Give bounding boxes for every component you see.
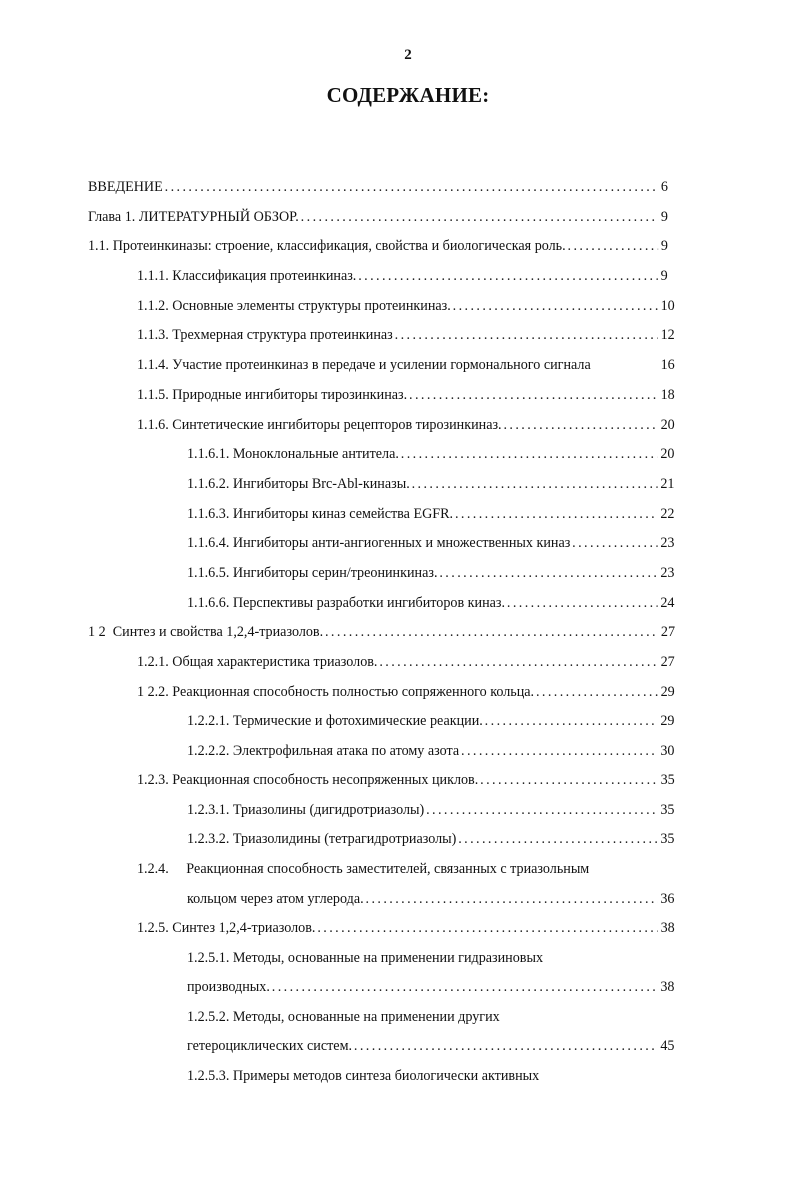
toc-entry-1-1-6-6[interactable] bbox=[187, 591, 676, 615]
toc-entry-page: 20 bbox=[660, 416, 675, 433]
toc-entry-number: 1.2.5.3. bbox=[187, 1067, 230, 1084]
dot-leader bbox=[453, 294, 658, 318]
toc-entry-number: 1.1.3. bbox=[137, 326, 169, 343]
toc-entry-number: 1 2 bbox=[88, 623, 106, 640]
dot-leader bbox=[426, 798, 657, 822]
toc-entry-title: Триазолидины (тетрагидротриазолы) bbox=[232, 830, 457, 847]
toc-entry-page: 6 bbox=[660, 178, 668, 195]
toc-entry-number: 1 2.2. bbox=[137, 683, 169, 700]
toc-entry-title: Участие протеинкиназ в передаче и усилении гормонального сигнала bbox=[172, 356, 591, 373]
toc-entry-page: 22 bbox=[660, 505, 675, 522]
toc-entry-1-2[interactable] bbox=[88, 620, 677, 644]
toc-entry-page: 23 bbox=[660, 534, 675, 551]
toc-entry-1-2-5-2-continuation[interactable] bbox=[187, 1034, 676, 1058]
toc-entry-number: 1.2.4. bbox=[137, 860, 169, 877]
toc-entry-page: 35 bbox=[660, 771, 675, 788]
toc-entry-page: 21 bbox=[660, 475, 675, 492]
toc-entry-number: 1.1.4. bbox=[137, 356, 169, 373]
toc-entry-number: 1.1.5. bbox=[137, 386, 169, 403]
toc-entry-title: Триазолины (дигидротриазолы) bbox=[232, 801, 425, 818]
toc-entry-1-2-1[interactable] bbox=[137, 650, 676, 674]
toc-entry-number: 1.1.6.3. bbox=[187, 505, 230, 522]
toc-entry-number: 1.1.1. bbox=[137, 267, 169, 284]
toc-entry-title: Примеры методов синтеза биологически активных bbox=[232, 1067, 540, 1084]
dot-leader bbox=[461, 739, 658, 763]
toc-entry-title: Методы, основанные на применении других bbox=[232, 1008, 500, 1025]
dot-leader bbox=[485, 709, 658, 733]
toc-title: СОДЕРЖАНИЕ: bbox=[326, 83, 490, 107]
toc-entry-title: Электрофильная атака по атому азота bbox=[232, 742, 460, 759]
toc-entry-page: 9 bbox=[660, 267, 668, 284]
toc-entry-number: 1.2.3.1. bbox=[187, 801, 230, 818]
dot-leader bbox=[354, 1034, 658, 1058]
toc-entry-1-2-5-1[interactable] bbox=[187, 946, 676, 970]
toc-entry-title: Глава 1. ЛИТЕРАТУРНЫЙ ОБЗОР. bbox=[88, 208, 299, 225]
toc-entry-chapter-1[interactable] bbox=[88, 205, 677, 229]
toc-entry-title: Термические и фотохимические реакции. bbox=[232, 712, 483, 729]
toc-entry-1-1[interactable] bbox=[88, 234, 677, 258]
toc-entry-number: 1.2.2.1. bbox=[187, 712, 230, 729]
toc-entry-page: 38 bbox=[660, 978, 675, 995]
dot-leader bbox=[401, 442, 658, 466]
dot-leader bbox=[317, 916, 657, 940]
toc-entry-title: Основные элементы структуры протеинкиназ. bbox=[172, 297, 451, 314]
dot-leader bbox=[455, 502, 658, 526]
toc-entry-1-1-6-5[interactable] bbox=[187, 561, 676, 585]
dot-leader bbox=[395, 323, 658, 347]
toc-entry-title: Ингибиторы киназ семейства EGFR. bbox=[232, 505, 454, 522]
toc-entry-page: 12 bbox=[660, 326, 675, 343]
toc-entry-title: Методы, основанные на применении гидразиновых bbox=[232, 949, 544, 966]
dot-leader bbox=[458, 827, 657, 851]
dot-leader bbox=[325, 620, 658, 644]
toc-entry-page: 29 bbox=[660, 712, 675, 729]
dot-leader bbox=[536, 680, 658, 704]
toc-entry-page: 10 bbox=[660, 297, 675, 314]
toc-entry-title-continuation: производных. bbox=[187, 978, 270, 995]
toc-entry-page: 36 bbox=[660, 890, 675, 907]
toc-entry-1-1-6-3[interactable] bbox=[187, 502, 676, 526]
toc-entry-page: 18 bbox=[660, 386, 675, 403]
toc-entry-title: Протеинкиназы: строение, классификация, свойства и биологическая роль. bbox=[112, 237, 566, 254]
toc-entry-1-2-3-1[interactable] bbox=[187, 798, 676, 822]
toc-entry-number: 1.2.5.1. bbox=[187, 949, 230, 966]
toc-entry-title: Реакционная способность заместителей, связанных с триазольным bbox=[186, 860, 590, 877]
dot-leader bbox=[379, 650, 657, 674]
toc-entry-1-2-5-3[interactable] bbox=[187, 1064, 676, 1088]
dot-leader bbox=[272, 975, 658, 999]
toc-entry-page: 29 bbox=[660, 683, 675, 700]
toc-entry-page: 35 bbox=[660, 830, 675, 847]
toc-entry-1-2-4[interactable] bbox=[137, 857, 676, 881]
toc-entry-title: Классификация протеинкиназ. bbox=[172, 267, 357, 284]
dot-leader bbox=[507, 591, 658, 615]
toc-entry-1-1-5[interactable] bbox=[137, 383, 676, 407]
toc-entry-1-2-3-2[interactable] bbox=[187, 827, 676, 851]
dot-leader bbox=[503, 413, 657, 437]
toc-entry-title: Ингибиторы Brc-Abl-киназы. bbox=[232, 475, 410, 492]
dot-leader bbox=[572, 531, 657, 555]
toc-entry-title: Реакционная способность несопряженных циклов. bbox=[172, 771, 479, 788]
toc-entry-number: 1.1.2. bbox=[137, 297, 169, 314]
toc-entry-title: Синтетические ингибиторы рецепторов тирозинкиназ. bbox=[172, 416, 502, 433]
toc-entry-title: ВВЕДЕНИЕ bbox=[88, 178, 163, 195]
toc-entry-number: 1.1.6.5. bbox=[187, 564, 230, 581]
dot-leader bbox=[165, 175, 658, 199]
toc-entry-page: 9 bbox=[660, 237, 668, 254]
toc-entry-title: Трехмерная структура протеинкиназ bbox=[172, 326, 393, 343]
toc-entry-title-continuation: кольцом через атом углерода. bbox=[187, 890, 364, 907]
dot-leader bbox=[568, 234, 659, 258]
toc-entry-introduction[interactable] bbox=[88, 175, 677, 199]
toc-entry-number: 1.2.1. bbox=[137, 653, 169, 670]
toc-entry-title: Ингибиторы анти-ангиогенных и множественных киназ bbox=[232, 534, 571, 551]
toc-entry-1-1-6-4[interactable] bbox=[187, 531, 676, 555]
toc-entry-1-2-3[interactable] bbox=[137, 768, 676, 792]
toc-entry-number: 1.1.6.2. bbox=[187, 475, 230, 492]
dot-leader bbox=[412, 472, 658, 496]
dot-leader bbox=[439, 561, 657, 585]
toc-entry-title: Синтез и свойства 1,2,4-триазолов. bbox=[112, 623, 324, 640]
toc-entry-page: 27 bbox=[660, 653, 675, 670]
toc-entry-1-1-1[interactable] bbox=[137, 264, 676, 288]
toc-entry-1-2-2-2[interactable] bbox=[187, 739, 676, 763]
toc-entry-number: 1.1.6. bbox=[137, 416, 169, 433]
toc-entry-1-1-3[interactable] bbox=[137, 323, 676, 347]
toc-entry-page: 27 bbox=[660, 623, 676, 640]
page-number: 2 bbox=[404, 47, 412, 63]
toc-entry-title-continuation: гетероциклических систем. bbox=[187, 1037, 353, 1054]
toc-entry-1-2-2-1[interactable] bbox=[187, 709, 676, 733]
toc-entry-1-2-2[interactable] bbox=[137, 680, 676, 704]
toc-entry-page: 16 bbox=[660, 356, 675, 373]
dot-leader bbox=[409, 383, 658, 407]
toc-entry-1-1-4[interactable] bbox=[137, 353, 676, 377]
dot-leader bbox=[366, 887, 658, 911]
toc-entry-number: 1.2.3. bbox=[137, 771, 169, 788]
toc-entry-title: Перспективы разработки ингибиторов киназ. bbox=[232, 594, 506, 611]
toc-entry-number: 1.2.2.2. bbox=[187, 742, 230, 759]
toc-entry-page: 24 bbox=[660, 594, 675, 611]
toc-entry-number: 1.1.6.1. bbox=[187, 445, 230, 462]
dot-leader bbox=[301, 205, 658, 229]
toc-entry-number: 1.1.6.6. bbox=[187, 594, 230, 611]
dot-leader bbox=[480, 768, 658, 792]
toc-entry-number: 1.1. bbox=[88, 237, 110, 254]
toc-entry-number: 1.2.5.2. bbox=[187, 1008, 230, 1025]
toc-entry-number: 1.1.6.4. bbox=[187, 534, 230, 551]
toc-entry-title: Реакционная способность полностью сопряженного кольца. bbox=[172, 683, 535, 700]
toc-entry-number: 1.2.3.2. bbox=[187, 830, 230, 847]
toc-entry-1-2-4-continuation[interactable] bbox=[187, 887, 676, 911]
toc-entry-title: Ингибиторы серин/треонинкиназ. bbox=[232, 564, 438, 581]
toc-entry-page: 30 bbox=[660, 742, 675, 759]
toc-entry-page: 45 bbox=[660, 1037, 675, 1054]
toc-entry-1-1-6[interactable] bbox=[137, 413, 676, 437]
toc-entry-page: 20 bbox=[660, 445, 675, 462]
toc-entry-1-1-2[interactable] bbox=[137, 294, 676, 318]
toc-entry-page: 23 bbox=[660, 564, 675, 581]
toc-entry-page: 35 bbox=[660, 801, 675, 818]
dot-leader bbox=[358, 264, 658, 288]
toc-entry-1-2-5-2[interactable] bbox=[187, 1005, 676, 1029]
toc-entry-1-1-6-2[interactable] bbox=[187, 472, 676, 496]
toc-entry-1-2-5-1-continuation[interactable] bbox=[187, 975, 676, 999]
toc-entry-title: Моноклональные антитела. bbox=[232, 445, 399, 462]
toc-entry-title: Синтез 1,2,4-триазолов. bbox=[172, 919, 316, 936]
toc-entry-1-1-6-1[interactable] bbox=[187, 442, 676, 466]
toc-entry-title: Природные ингибиторы тирозинкиназ. bbox=[172, 386, 408, 403]
toc-entry-title: Общая характеристика триазолов. bbox=[172, 653, 378, 670]
toc-entry-1-2-5[interactable] bbox=[137, 916, 676, 940]
toc-entry-number: 1.2.5. bbox=[137, 919, 169, 936]
toc-entry-page: 9 bbox=[660, 208, 668, 225]
toc-entry-page: 38 bbox=[660, 919, 675, 936]
